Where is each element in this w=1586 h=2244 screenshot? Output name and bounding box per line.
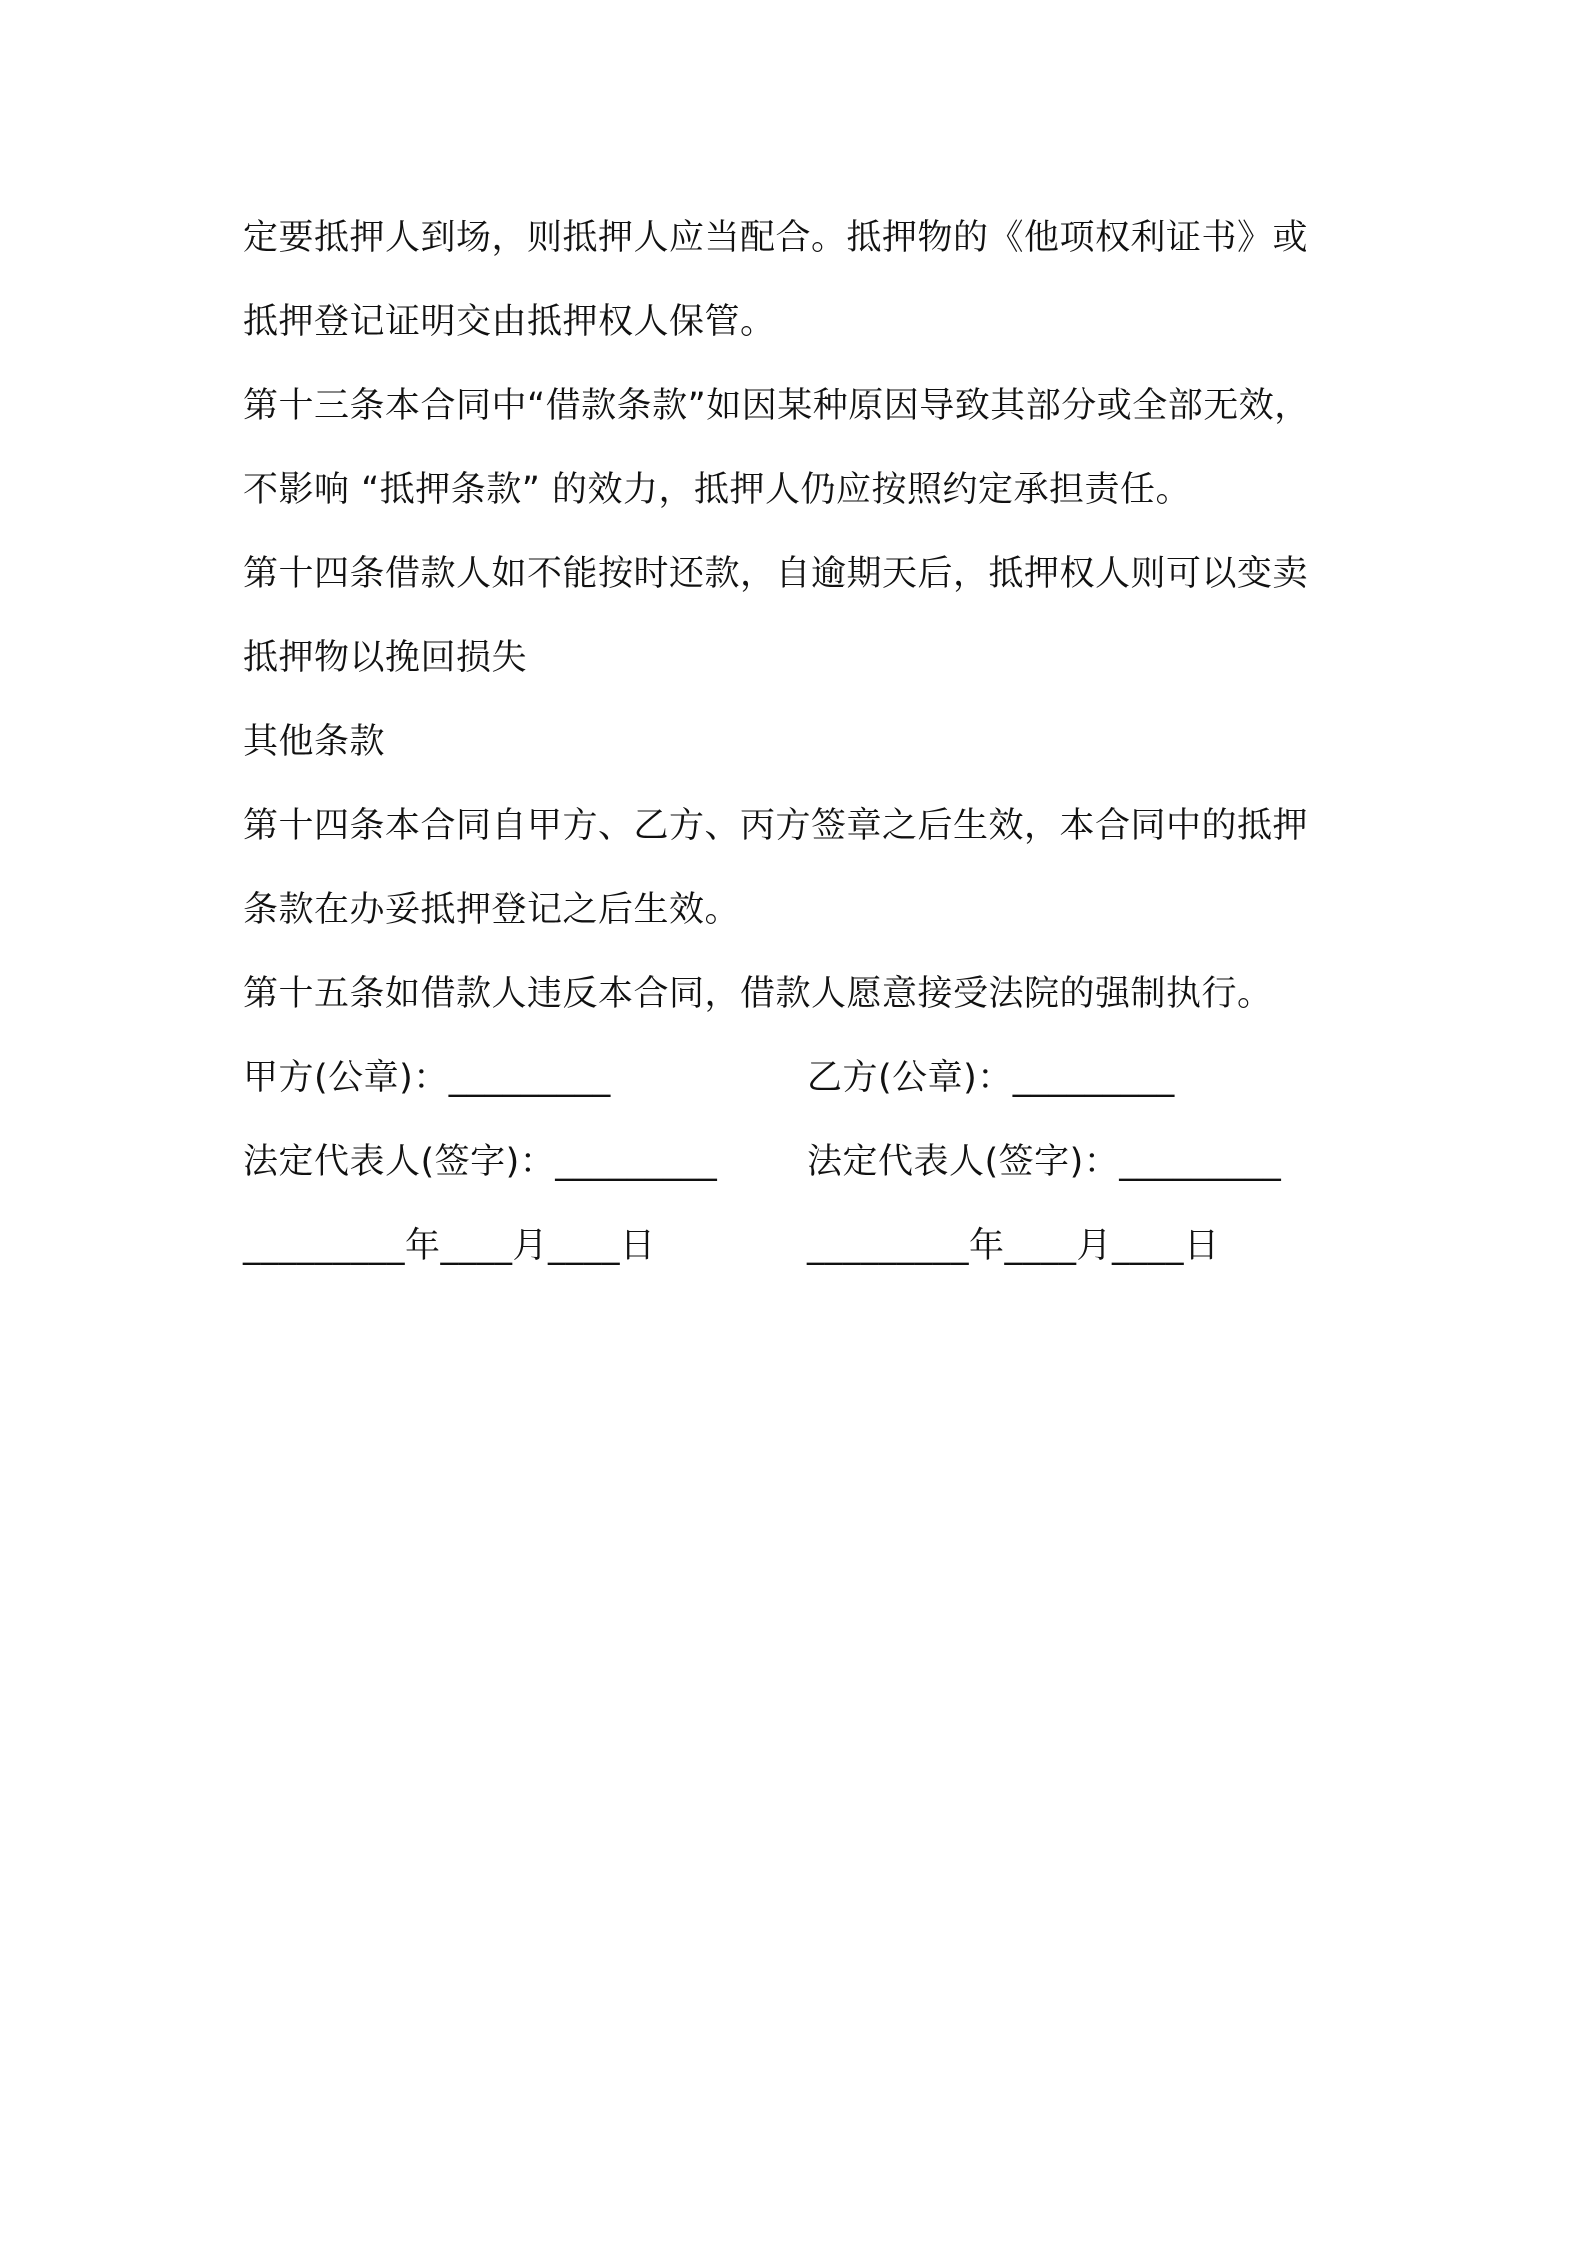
paragraph-line: 第十五条如借款人违反本合同，借款人愿意接受法院的强制执行。 bbox=[243, 974, 1273, 1014]
signature-row-seal bbox=[243, 1036, 1363, 1120]
paragraph-line: 定要抵押人到场，则抵押人应当配合。抵押物的《他项权利证书》或 bbox=[243, 218, 1309, 258]
paragraph-line: 抵押物以挽回损失 bbox=[243, 638, 528, 678]
paragraph-line: 抵押登记证明交由抵押权人保管。 bbox=[243, 302, 776, 342]
document-body bbox=[243, 196, 1363, 1288]
party-b-date-field: _________年____月____日 bbox=[807, 1226, 1220, 1266]
party-b-representative-field: 法定代表人(签字)：_________ bbox=[807, 1142, 1282, 1182]
paragraph-line: 条款在办妥抵押登记之后生效。 bbox=[243, 890, 741, 930]
section-heading: 其他条款 bbox=[243, 722, 386, 762]
signature-row-date bbox=[243, 1204, 1363, 1288]
signature-row-representative bbox=[243, 1120, 1363, 1204]
paragraph-line: 第十三条本合同中“借款条款”如因某种原因导致其部分或全部无效， bbox=[243, 386, 1310, 426]
paragraph-line: 第十四条本合同自甲方、乙方、丙方签章之后生效，本合同中的抵押 bbox=[243, 806, 1309, 846]
paragraph-line: 不影响 “抵押条款” 的效力，抵押人仍应按照约定承担责任。 bbox=[243, 470, 1192, 510]
paragraph-line: 第十四条借款人如不能按时还款，自逾期天后，抵押权人则可以变卖 bbox=[243, 554, 1309, 594]
party-a-date-field: _________年____月____日 bbox=[243, 1226, 656, 1266]
party-a-representative-field: 法定代表人(签字)：_________ bbox=[243, 1142, 718, 1182]
party-b-seal-field: 乙方(公章)：_________ bbox=[807, 1058, 1175, 1098]
party-a-seal-field: 甲方(公章)：_________ bbox=[243, 1058, 611, 1098]
